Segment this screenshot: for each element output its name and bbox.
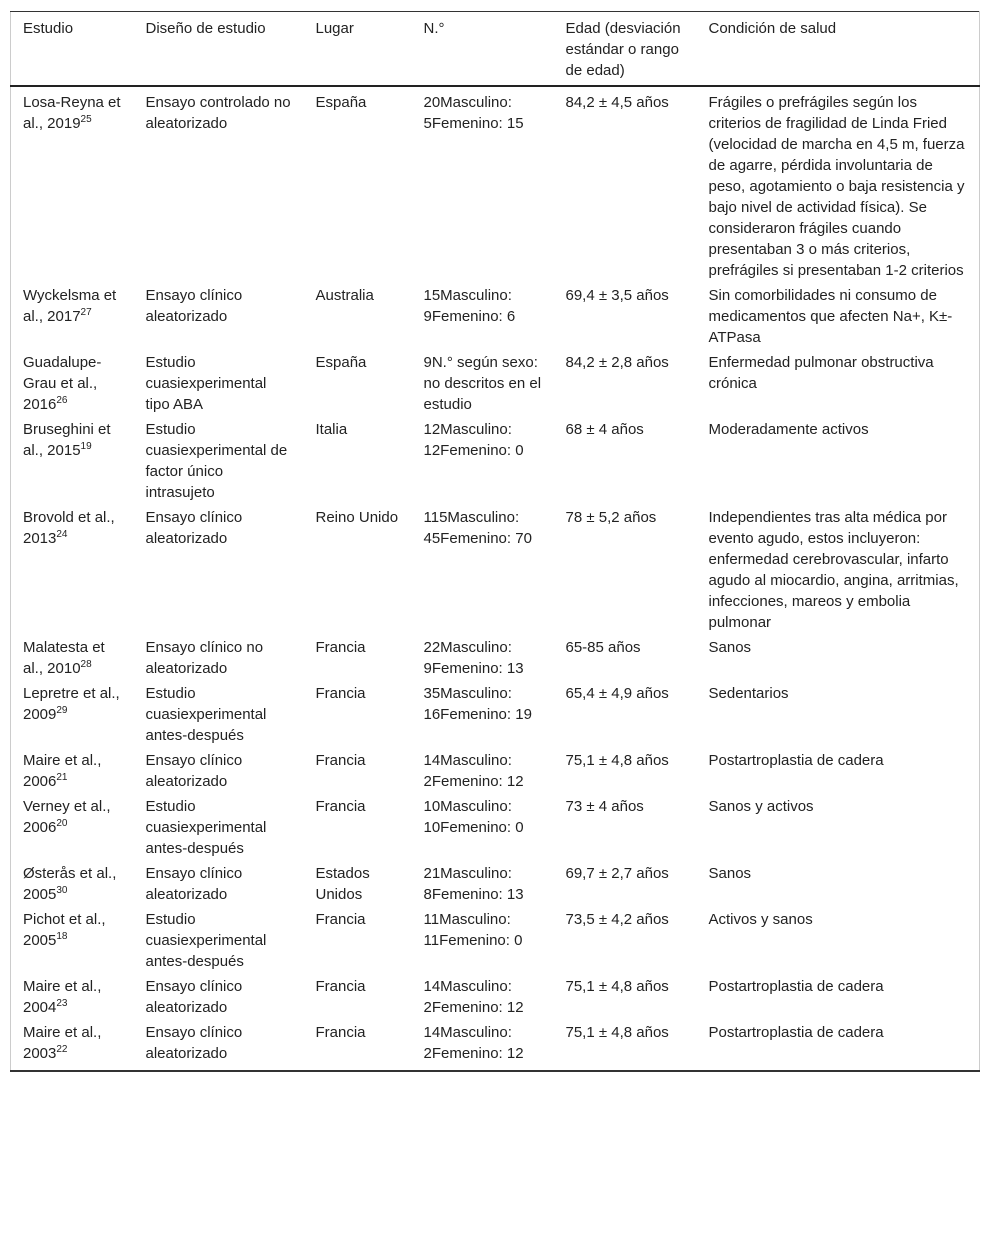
reference-superscript: 22 <box>56 1044 68 1055</box>
cell-n-text: 115Masculino: 45Femenino: 70 <box>423 509 532 547</box>
reference-superscript: 27 <box>80 307 92 318</box>
cell-n <box>412 974 554 1020</box>
reference-superscript: 18 <box>56 931 68 942</box>
cell-condition <box>697 794 980 861</box>
header-n: N.° <box>412 12 554 87</box>
cell-place <box>304 417 412 505</box>
cell-place-text: España <box>315 94 367 111</box>
cell-study <box>11 681 134 748</box>
cell-n-text: 14Masculino: 2Femenino: 12 <box>423 1024 524 1062</box>
reference-superscript: 21 <box>56 772 68 783</box>
cell-age-text: 65,4 ± 4,9 años <box>565 685 669 702</box>
cell-age-text: 75,1 ± 4,8 años <box>565 1024 669 1041</box>
cell-condition-text: Enfermedad pulmonar obstructiva crónica <box>708 354 934 392</box>
cell-condition <box>697 635 980 681</box>
cell-condition <box>697 417 980 505</box>
header-estudio: Estudio <box>11 12 134 87</box>
cell-place <box>304 861 412 907</box>
header-lugar: Lugar <box>304 12 412 87</box>
cell-design <box>134 417 304 505</box>
table-body <box>11 86 980 1071</box>
cell-condition <box>697 86 980 283</box>
cell-design-text: Ensayo clínico aleatorizado <box>145 865 243 903</box>
cell-study <box>11 974 134 1020</box>
cell-n <box>412 748 554 794</box>
cell-design-text: Ensayo clínico aleatorizado <box>145 509 243 547</box>
reference-superscript: 28 <box>80 659 92 670</box>
cell-study <box>11 350 134 417</box>
cell-design <box>134 907 304 974</box>
table-row <box>11 350 980 417</box>
cell-design <box>134 635 304 681</box>
cell-study <box>11 635 134 681</box>
header-edad: Edad (desviación estándar o rango de edad) <box>554 12 697 87</box>
cell-condition-text: Sin comorbilidades ni consumo de medicamentos que afecten Na+, K±-ATPasa <box>708 287 953 346</box>
reference-superscript: 25 <box>80 114 92 125</box>
cell-n <box>412 417 554 505</box>
cell-study-text: Guadalupe-Grau et al., 2016 <box>23 354 102 413</box>
cell-place <box>304 974 412 1020</box>
cell-design-text: Ensayo clínico aleatorizado <box>145 752 243 790</box>
cell-study <box>11 86 134 283</box>
cell-place <box>304 1020 412 1071</box>
cell-n <box>412 635 554 681</box>
cell-study <box>11 283 134 350</box>
cell-design-text: Ensayo clínico aleatorizado <box>145 287 243 325</box>
cell-design <box>134 505 304 635</box>
cell-design <box>134 86 304 283</box>
cell-age-text: 78 ± 5,2 años <box>565 509 657 526</box>
cell-condition-text: Sedentarios <box>708 685 789 702</box>
cell-condition <box>697 350 980 417</box>
cell-condition <box>697 681 980 748</box>
reference-superscript: 24 <box>56 529 68 540</box>
table-row <box>11 907 980 974</box>
cell-study-text: Lepretre et al., 2009 <box>23 685 120 723</box>
cell-n <box>412 681 554 748</box>
cell-condition <box>697 907 980 974</box>
cell-condition-text: Frágiles o prefrágiles según los criterios de fragilidad de Linda Fried (velocidad de marcha en 4,5 m, fuerza de agarre, pérdida involuntaria de peso, agotamiento o baja resistencia y bajo nivel de actividad física). Se consideraron frágiles cuando presentaban 3 o más criterios, prefrágiles si presentaban 1-2 criterios <box>708 94 965 279</box>
cell-age <box>554 794 697 861</box>
cell-condition-text: Moderadamente activos <box>708 421 869 438</box>
cell-place-text: Francia <box>315 685 366 702</box>
cell-condition <box>697 974 980 1020</box>
cell-n <box>412 350 554 417</box>
cell-age-text: 68 ± 4 años <box>565 421 644 438</box>
cell-n <box>412 861 554 907</box>
cell-design <box>134 350 304 417</box>
cell-age <box>554 350 697 417</box>
cell-n-text: 12Masculino: 12Femenino: 0 <box>423 421 524 459</box>
cell-condition-text: Postartroplastia de cadera <box>708 978 884 995</box>
cell-design-text: Estudio cuasiexperimental de factor único intrasujeto <box>145 421 288 501</box>
cell-age <box>554 861 697 907</box>
cell-place <box>304 681 412 748</box>
table-row <box>11 974 980 1020</box>
cell-condition-text: Sanos <box>708 865 752 882</box>
cell-age <box>554 974 697 1020</box>
cell-design <box>134 1020 304 1071</box>
cell-condition <box>697 505 980 635</box>
cell-place <box>304 635 412 681</box>
cell-age-text: 69,4 ± 3,5 años <box>565 287 669 304</box>
cell-place-text: Francia <box>315 639 366 656</box>
reference-superscript: 20 <box>56 818 68 829</box>
cell-study-text: Bruseghini et al., 2015 <box>23 421 111 459</box>
cell-study <box>11 907 134 974</box>
reference-superscript: 26 <box>56 395 68 406</box>
cell-condition-text: Sanos y activos <box>708 798 814 815</box>
cell-design-text: Ensayo clínico aleatorizado <box>145 978 243 1016</box>
cell-n-text: 14Masculino: 2Femenino: 12 <box>423 978 524 1016</box>
cell-place <box>304 86 412 283</box>
cell-age <box>554 635 697 681</box>
cell-n-text: 15Masculino: 9Femenino: 6 <box>423 287 516 325</box>
reference-superscript: 19 <box>80 441 92 452</box>
cell-age <box>554 1020 697 1071</box>
cell-study-text: Maire et al., 2003 <box>23 1024 102 1062</box>
cell-age-text: 73 ± 4 años <box>565 798 644 815</box>
table-header <box>11 12 980 87</box>
reference-superscript: 30 <box>56 885 68 896</box>
studies-table <box>10 11 980 1072</box>
cell-condition <box>697 861 980 907</box>
table-row <box>11 505 980 635</box>
cell-study-text: Maire et al., 2004 <box>23 978 102 1016</box>
cell-age-text: 84,2 ± 4,5 años <box>565 94 669 111</box>
cell-place <box>304 748 412 794</box>
cell-n-text: 21Masculino: 8Femenino: 13 <box>423 865 524 903</box>
cell-place-text: Francia <box>315 752 366 769</box>
cell-age <box>554 681 697 748</box>
cell-design-text: Ensayo clínico no aleatorizado <box>145 639 264 677</box>
cell-n-text: 10Masculino: 10Femenino: 0 <box>423 798 524 836</box>
cell-n-text: 22Masculino: 9Femenino: 13 <box>423 639 524 677</box>
cell-age <box>554 86 697 283</box>
table-row <box>11 283 980 350</box>
cell-age <box>554 505 697 635</box>
cell-design <box>134 681 304 748</box>
cell-place <box>304 350 412 417</box>
cell-design-text: Estudio cuasiexperimental antes-después <box>145 685 267 744</box>
cell-design-text: Ensayo clínico aleatorizado <box>145 1024 243 1062</box>
cell-condition-text: Sanos <box>708 639 752 656</box>
cell-place-text: Francia <box>315 798 366 815</box>
cell-design-text: Estudio cuasiexperimental antes-después <box>145 911 267 970</box>
cell-age-text: 73,5 ± 4,2 años <box>565 911 669 928</box>
cell-study <box>11 861 134 907</box>
cell-condition <box>697 1020 980 1071</box>
cell-age-text: 75,1 ± 4,8 años <box>565 978 669 995</box>
reference-superscript: 29 <box>56 705 68 716</box>
cell-place-text: España <box>315 354 367 371</box>
cell-study-text: Malatesta et al., 2010 <box>23 639 105 677</box>
cell-study-text: Brovold et al., 2013 <box>23 509 115 547</box>
cell-age <box>554 748 697 794</box>
cell-place <box>304 907 412 974</box>
cell-place-text: Francia <box>315 1024 366 1041</box>
cell-n <box>412 86 554 283</box>
cell-study <box>11 794 134 861</box>
table-row <box>11 86 980 283</box>
cell-n <box>412 907 554 974</box>
cell-study-text: Pichot et al., 2005 <box>23 911 106 949</box>
cell-age-text: 75,1 ± 4,8 años <box>565 752 669 769</box>
cell-study <box>11 1020 134 1071</box>
cell-condition <box>697 283 980 350</box>
cell-n-text: 9N.° según sexo: no descritos en el estudio <box>423 354 542 413</box>
cell-design <box>134 748 304 794</box>
cell-condition-text: Independientes tras alta médica por evento agudo, estos incluyeron: enfermedad cerebrovascular, infarto agudo al miocardio, angina, arritmias, infecciones, mareos y embolia pulmonar <box>708 509 959 631</box>
table-row <box>11 417 980 505</box>
cell-n <box>412 505 554 635</box>
cell-place-text: Australia <box>315 287 374 304</box>
cell-design <box>134 794 304 861</box>
table-row <box>11 794 980 861</box>
cell-n <box>412 1020 554 1071</box>
cell-age-text: 69,7 ± 2,7 años <box>565 865 669 882</box>
cell-design <box>134 283 304 350</box>
cell-design-text: Estudio cuasiexperimental antes-después <box>145 798 267 857</box>
cell-n-text: 20Masculino: 5Femenino: 15 <box>423 94 524 132</box>
cell-place-text: Estados Unidos <box>315 865 370 903</box>
cell-design <box>134 861 304 907</box>
cell-place <box>304 505 412 635</box>
cell-n <box>412 283 554 350</box>
cell-n-text: 14Masculino: 2Femenino: 12 <box>423 752 524 790</box>
cell-design-text: Ensayo controlado no aleatorizado <box>145 94 291 132</box>
header-diseno: Diseño de estudio <box>134 12 304 87</box>
cell-n-text: 11Masculino: 11Femenino: 0 <box>423 911 523 949</box>
cell-age-text: 65-85 años <box>565 639 641 656</box>
cell-study-text: Østerås et al., 2005 <box>23 865 117 903</box>
cell-place <box>304 283 412 350</box>
cell-place-text: Reino Unido <box>315 509 399 526</box>
cell-condition <box>697 748 980 794</box>
cell-age-text: 84,2 ± 2,8 años <box>565 354 669 371</box>
cell-place-text: Francia <box>315 911 366 928</box>
cell-age <box>554 907 697 974</box>
cell-place <box>304 794 412 861</box>
cell-study <box>11 417 134 505</box>
cell-condition-text: Activos y sanos <box>708 911 813 928</box>
cell-study-text: Maire et al., 2006 <box>23 752 102 790</box>
table-row <box>11 635 980 681</box>
cell-design-text: Estudio cuasiexperimental tipo ABA <box>145 354 267 413</box>
cell-n-text: 35Masculino: 16Femenino: 19 <box>423 685 532 723</box>
cell-place-text: Italia <box>315 421 348 438</box>
cell-age <box>554 417 697 505</box>
cell-study-text: Verney et al., 2006 <box>23 798 111 836</box>
cell-age <box>554 283 697 350</box>
cell-study <box>11 505 134 635</box>
cell-design <box>134 974 304 1020</box>
cell-condition-text: Postartroplastia de cadera <box>708 1024 884 1041</box>
cell-condition-text: Postartroplastia de cadera <box>708 752 884 769</box>
table-row <box>11 681 980 748</box>
cell-n <box>412 794 554 861</box>
table-row <box>11 861 980 907</box>
reference-superscript: 23 <box>56 998 68 1009</box>
cell-study-text: Wyckelsma et al., 2017 <box>23 287 117 325</box>
table-row <box>11 1020 980 1071</box>
header-condicion: Condición de salud <box>697 12 980 87</box>
table-row <box>11 748 980 794</box>
cell-study-text: Losa-Reyna et al., 2019 <box>23 94 121 132</box>
cell-place-text: Francia <box>315 978 366 995</box>
cell-study <box>11 748 134 794</box>
